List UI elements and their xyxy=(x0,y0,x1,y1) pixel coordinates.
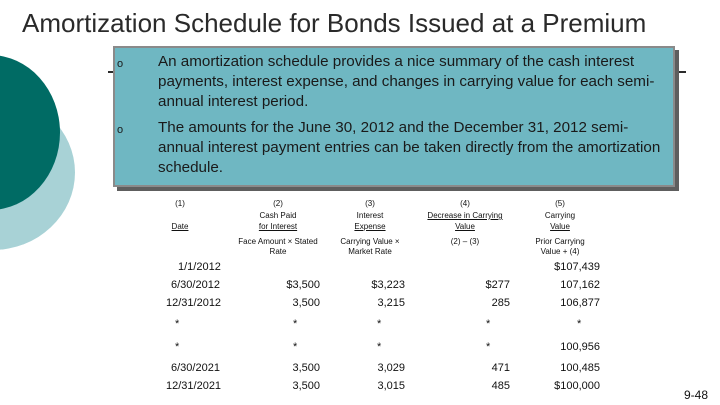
row-decrease: * xyxy=(486,341,491,353)
row-date: 12/31/2012 xyxy=(166,297,222,309)
row-carrying: 106,877 xyxy=(560,297,600,309)
row-date: * xyxy=(175,318,180,330)
column-formula: Carrying Value × xyxy=(340,237,400,246)
bullet-marker: o xyxy=(117,124,124,136)
column-header: Value xyxy=(455,222,475,231)
row-cash: 3,500 xyxy=(292,362,320,374)
column-header: Value xyxy=(550,222,570,231)
row-cash: * xyxy=(293,318,298,330)
row-decrease: 285 xyxy=(491,297,510,309)
row-date: 6/30/2012 xyxy=(171,279,220,291)
row-decrease: * xyxy=(486,318,491,330)
row-carrying: 100,956 xyxy=(560,341,600,353)
row-date: 6/30/2021 xyxy=(171,362,220,374)
row-interest: $3,223 xyxy=(371,279,405,291)
row-date: 1/1/2012 xyxy=(178,261,221,273)
row-interest: 3,029 xyxy=(377,362,405,374)
column-header: Expense xyxy=(354,222,386,231)
column-number: (1) xyxy=(175,199,185,208)
row-interest: 3,215 xyxy=(377,297,405,309)
row-cash: 3,500 xyxy=(292,297,320,309)
column-formula: Rate xyxy=(269,247,287,256)
row-interest: * xyxy=(377,318,382,330)
row-cash: $3,500 xyxy=(286,279,320,291)
row-cash: * xyxy=(293,341,298,353)
column-number: (2) xyxy=(273,199,283,208)
row-decrease: $277 xyxy=(485,279,510,291)
page-number: 9-48 xyxy=(683,388,708,402)
bullet-text: An amortization schedule provides a nice summary of the cash interest payments, interest expense, and changes in carrying value for each semi-annual interest period. xyxy=(158,53,655,110)
bullet-marker: o xyxy=(117,58,124,70)
row-date: * xyxy=(175,341,180,353)
row-decrease: 471 xyxy=(491,362,510,374)
row-carrying: $100,000 xyxy=(554,380,600,392)
column-header: Interest xyxy=(356,211,384,220)
slide-title: Amortization Schedule for Bonds Issued at a Premium xyxy=(22,8,647,38)
column-number: (3) xyxy=(365,199,375,208)
column-header: Carrying xyxy=(544,211,576,220)
column-number: (5) xyxy=(555,199,565,208)
row-interest: * xyxy=(377,341,382,353)
row-interest: 3,015 xyxy=(377,380,405,392)
row-decrease: 485 xyxy=(491,380,510,392)
column-number: (4) xyxy=(460,199,470,208)
column-formula: Prior Carrying xyxy=(535,237,585,246)
column-formula: Face Amount × Stated xyxy=(238,237,318,246)
column-header: Cash Paid xyxy=(259,211,297,220)
column-formula: Value + (4) xyxy=(540,247,580,256)
row-carrying: 107,162 xyxy=(560,279,600,291)
bullet-box xyxy=(113,46,675,187)
column-header: Decrease in Carrying xyxy=(427,211,503,220)
column-header: Date xyxy=(171,222,189,231)
column-header: for Interest xyxy=(258,222,298,231)
row-carrying: 100,485 xyxy=(560,362,600,374)
row-cash: 3,500 xyxy=(292,380,320,392)
bullet-text: The amounts for the June 30, 2012 and the December 31, 2012 semi-annual interest payment entries can be taken directly from the amortization schedule. xyxy=(158,119,661,176)
column-formula: (2) – (3) xyxy=(450,237,480,246)
column-formula: Market Rate xyxy=(348,247,392,256)
row-carrying: $107,439 xyxy=(554,261,600,273)
row-carrying: * xyxy=(577,318,582,330)
row-date: 12/31/2021 xyxy=(166,380,222,392)
